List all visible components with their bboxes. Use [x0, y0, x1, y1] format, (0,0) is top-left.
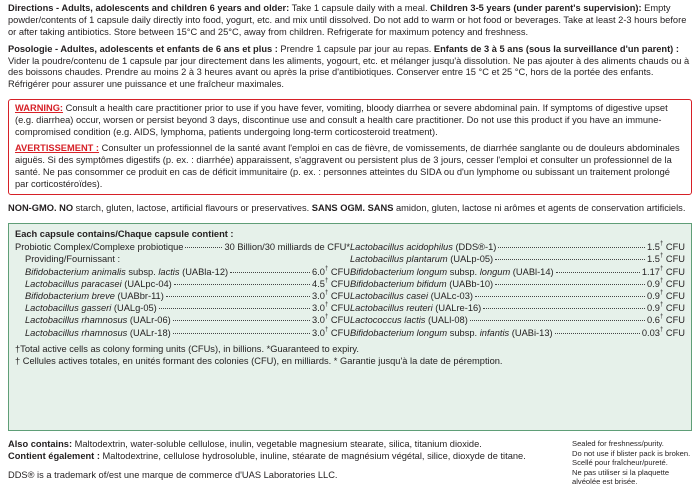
ingredients-left-column	[15, 242, 350, 340]
warning-fr	[15, 143, 685, 191]
amount-unit: CFU	[328, 278, 350, 289]
ingredient-row	[15, 328, 350, 340]
directions-fr	[8, 44, 692, 92]
providing-label: Providing/Fournissant :	[25, 254, 121, 265]
warning-en	[15, 103, 685, 139]
posologie-text: Prendre 1 capsule par jour au repas.	[277, 43, 434, 54]
directions-section	[8, 3, 692, 91]
amount-value: 6.0	[312, 266, 325, 277]
ingredient-row	[350, 267, 685, 279]
leader-dots	[174, 284, 310, 285]
leader-dots	[470, 320, 645, 321]
ingredient-row	[350, 303, 685, 315]
ingredient-name	[25, 328, 171, 340]
ingredient-name	[350, 315, 468, 327]
ingredient-name	[350, 303, 481, 315]
amount-unit: CFU	[328, 315, 350, 326]
ingredient-row	[15, 303, 350, 315]
leader-dots	[495, 259, 645, 260]
ingredient-strain: (UABb-10)	[446, 278, 494, 289]
dagger-mark: †	[659, 326, 664, 333]
amount-value: 3.0	[312, 291, 325, 301]
also-contains-label: Also contains:	[8, 439, 73, 450]
amount-value: 3.0	[312, 315, 325, 326]
leader-dots	[230, 272, 310, 273]
ingredient-sp: Bifidobacterium longum	[350, 266, 448, 277]
ingredient-rest: subsp.	[447, 266, 480, 277]
ingredient-name	[25, 315, 171, 327]
ingredient-strain: (DDS®-1)	[452, 242, 497, 253]
amount-unit: CFU	[328, 266, 350, 277]
ingredient-name	[350, 267, 554, 279]
amount-value: 3.0	[312, 303, 325, 314]
ingredient-name	[350, 279, 493, 291]
amount-unit: CFU	[663, 254, 685, 265]
seal-line-2: Do not use if blister pack is broken.	[572, 448, 691, 458]
ingredient-name	[350, 242, 496, 254]
ingredient-name	[25, 267, 228, 279]
dagger-mark: †	[324, 290, 329, 296]
dagger-mark: †	[659, 265, 664, 272]
ingredient-sp: Lactobacillus plantarum	[350, 254, 448, 265]
ingredient-amount	[642, 267, 685, 279]
posologie-label: Posologie - Adultes, adolescents et enfants de 6 ans et plus :	[8, 43, 278, 54]
dagger-mark: †	[659, 241, 664, 248]
ingredient-amount	[647, 254, 685, 266]
dagger-mark: †	[659, 277, 664, 284]
seal-note	[572, 439, 692, 486]
dagger-mark: †	[324, 277, 329, 284]
ingredient-strain: (UALp-05)	[447, 254, 494, 265]
leader-dots	[159, 308, 310, 309]
non-gmo-statement	[8, 203, 692, 215]
contient-text: Maltodextrine, cellulose hydrosoluble, inuline, stéarate de magnésium végétal, silice, dioxyde de titane.	[99, 451, 526, 462]
directions-children-label: Children 3-5 years (under parent's supervision):	[430, 3, 642, 13]
posologie-enfants-label: Enfants de 3 à 5 ans (sous la surveillance d'un parent) :	[433, 43, 679, 54]
amount-unit: CFU	[328, 303, 350, 314]
amount-unit: CFU	[663, 315, 685, 326]
ingredient-row	[350, 242, 685, 254]
ingredient-name	[25, 291, 164, 303]
amount-value: 3.0	[312, 327, 325, 338]
ingredient-sp: Lactobacillus acidophilus	[350, 242, 453, 253]
ingredient-name	[350, 328, 553, 340]
directions-en-label: Directions - Adults, adolescents and children 6 years and older:	[8, 3, 290, 13]
leader-dots	[166, 296, 310, 297]
dagger-mark: †	[659, 253, 664, 260]
amount-unit: CFU	[663, 291, 685, 301]
ingredient-row	[15, 267, 350, 279]
ingredient-strain: (UALpc-04)	[121, 278, 172, 289]
supplement-header: Each capsule contains/Chaque capsule contient :	[15, 229, 234, 240]
ingredient-amount	[647, 291, 685, 303]
leader-dots	[173, 320, 310, 321]
warning-label: WARNING:	[15, 103, 64, 114]
ingredient-amount	[647, 303, 685, 315]
avertissement-label: AVERTISSEMENT :	[15, 142, 100, 153]
non-gmo-label: NON-GMO. NO	[8, 203, 74, 214]
complex-label: Probiotic Complex/Complexe probiotique	[15, 242, 184, 253]
ingredient-sp2: lactis	[158, 266, 180, 277]
sans-ogm-text: amidon, gluten, lactose ni arômes et agents de conservation artificiels.	[393, 203, 686, 214]
complex-value: 30 Billion/30 milliards de CFU*	[224, 242, 350, 253]
directions-children-text: Empty powder/contents of 1 capsule daily directly into food, yogurt, etc. and mix until dissolved. Do not add to warm or hot food or beverages. Take at least 2-3 hours before or after taking antibiotics. Store between 15°C and 25°C, away from children. Refrigerate for maximum potency and freshness.	[8, 3, 687, 37]
dagger-mark: †	[324, 302, 329, 309]
amount-value: 4.5	[312, 278, 325, 289]
ingredient-strain: (UALl-08)	[425, 315, 468, 326]
complex-row	[15, 242, 350, 254]
leader-dots	[483, 308, 645, 309]
ingredient-amount	[312, 291, 350, 303]
directions-en-text: Take 1 capsule daily with a meal.	[289, 3, 431, 13]
dagger-mark: †	[324, 265, 329, 272]
ingredient-sp: Lactobacillus reuteri	[350, 303, 433, 314]
ingredient-strain: (UALr-06)	[127, 315, 171, 326]
dagger-mark: †	[659, 302, 664, 309]
also-contains-text: Maltodextrin, water-soluble cellulose, inulin, vegetable magnesium stearate, silica, titanium dioxide.	[72, 439, 482, 450]
footnotes	[15, 344, 685, 368]
seal-line-1: Sealed for freshness/purity.	[572, 439, 664, 449]
amount-value: 1.17	[641, 266, 660, 277]
sans-ogm-label: SANS OGM. SANS	[311, 203, 394, 214]
ingredient-sp: Lactobacillus gasseri	[25, 303, 112, 314]
ingredient-row	[15, 291, 350, 303]
directions-en	[8, 3, 692, 39]
ingredient-amount	[312, 267, 350, 279]
leader-dots	[185, 247, 222, 248]
ingredient-name	[25, 303, 157, 315]
amount-unit: CFU	[328, 291, 350, 301]
supplement-facts-panel	[8, 223, 692, 431]
leader-dots	[495, 284, 645, 285]
ingredient-amount	[647, 279, 685, 291]
ingredient-amount	[642, 328, 685, 340]
ingredient-row	[350, 328, 685, 340]
ingredient-strain: (UABi-13)	[509, 327, 553, 338]
leader-dots	[498, 247, 645, 248]
leader-dots	[555, 333, 640, 334]
ingredients-right-column	[350, 242, 685, 340]
ingredient-rest: subsp.	[447, 327, 480, 338]
seal-line-4: Ne pas utiliser si la plaquette alvéolée est brisée.	[572, 467, 670, 487]
dagger-mark: †	[659, 314, 664, 321]
ingredient-sp: Lactobacillus casei	[350, 291, 429, 301]
posologie-enfants-text: Vider la poudre/contenu de 1 capsule par jour directement dans les aliments, yogourt, etc. et mélanger jusqu'à dissolution. Ne pas ajouter à des aliments chauds ou à des boissons chaudes. Prendre au moins 2 à 3 heures avant ou après la prise d'antibiotiques. Conserver entre 15 °C et 25 °C, hors de la portée des enfants. Réfrigérer pour assurer une puissance et une fraîcheur maximales.	[8, 55, 690, 90]
ingredient-amount	[647, 242, 685, 254]
ingredient-strain: (UALre-16)	[432, 303, 482, 314]
contient-label: Contient également :	[8, 451, 100, 462]
amount-unit: CFU	[328, 327, 350, 338]
leader-dots	[475, 296, 645, 297]
ingredient-strain: (UALc-03)	[428, 291, 473, 301]
ingredient-rest: subsp.	[125, 266, 159, 277]
ingredient-sp2: infantis	[479, 327, 510, 338]
ingredient-sp2: longum	[479, 266, 511, 277]
amount-unit: CFU	[663, 303, 685, 314]
amount-value: 0.03	[641, 327, 660, 338]
avertissement-text: Consulter un professionnel de la santé avant l'emploi en cas de fièvre, de vomissements, de diarrhée sanglante ou de douleurs abdominales aiguës. Si des symptômes digestifs (p. ex. : diarrhée) apparaissent, s'aggravent ou persistent plus de 3 jours, cesser l'emploi et consulter un professionnel de la santé. Ne pas consommer ce produit en cas de déficit immunitaire (p. ex. : personnes atteintes du SIDA ou d'un lymphome ou subissant un traitement prolongé par corticostéroïdes).	[15, 142, 680, 189]
ingredient-row	[350, 279, 685, 291]
leader-dots	[556, 272, 640, 273]
ingredient-row	[350, 291, 685, 303]
footnote-en: †Total active cells as colony forming units (CFUs), in billions. *Guaranteed to expiry.	[15, 343, 359, 354]
warning-box	[8, 99, 692, 195]
warning-text: Consult a health care practitioner prior to use if you have fever, vomiting, bloody diarrhea or severe abdominal pain. If symptoms of digestive upset (e.g. diarrhea) occur, worsen or persist beyond 3 days, discontinue use and consult a health care practitioner. Do not use this product if you have an immune-compromised condition (e.g. AIDS, lymphoma, patients undergoing long-term corticosteroid treatment).	[15, 103, 668, 138]
ingredient-amount	[312, 328, 350, 340]
dagger-mark: †	[324, 326, 329, 333]
leader-dots	[173, 333, 310, 334]
amount-value: 0.9	[647, 291, 660, 301]
ingredient-sp: Bifidobacterium breve	[25, 291, 115, 301]
ingredient-sp: Lactobacillus rhamnosus	[25, 315, 128, 326]
amount-value: 0.9	[647, 303, 660, 314]
ingredient-strain: (UALr-18)	[127, 327, 171, 338]
ingredient-row	[15, 315, 350, 327]
ingredient-sp: Bifidobacterium animalis	[25, 266, 126, 277]
dagger-mark: †	[324, 314, 329, 321]
ingredient-name	[25, 279, 172, 291]
amount-unit: CFU	[663, 266, 685, 277]
ingredient-strain: (UABbr-11)	[114, 291, 164, 301]
amount-value: 1.5	[647, 242, 660, 253]
trademark-note: DDS® is a trademark of/est une marque de commerce d'UAS Laboratories LLC.	[8, 470, 338, 481]
ingredient-row	[350, 315, 685, 327]
ingredient-sp: Lactobacillus paracasei	[25, 278, 122, 289]
ingredient-sp: Lactobacillus rhamnosus	[25, 327, 128, 338]
amount-unit: CFU	[663, 278, 685, 289]
ingredient-strain: (UALg-05)	[111, 303, 157, 314]
ingredient-amount	[312, 315, 350, 327]
also-contains-fr	[8, 451, 538, 463]
amount-value: 1.5	[647, 254, 660, 265]
ingredient-sp: Lactococcus lactis	[350, 315, 426, 326]
footnote-fr: † Cellules actives totales, en unités formant des colonies (CFU), en milliards. * Garantie jusqu'à la date de péremption.	[15, 355, 503, 366]
ingredient-name	[350, 291, 473, 303]
ingredient-sp: Bifidobacterium bifidum	[350, 278, 447, 289]
ingredient-row	[350, 254, 685, 266]
ingredient-name	[350, 254, 493, 266]
providing-row	[15, 254, 350, 266]
ingredient-sp: Bifidobacterium longum	[350, 327, 448, 338]
also-contains-en	[8, 439, 538, 451]
amount-unit: CFU	[663, 327, 685, 338]
amount-unit: CFU	[663, 242, 685, 253]
bottom-section	[8, 439, 692, 486]
amount-value: 0.9	[647, 278, 660, 289]
ingredient-strain: (UABla-12)	[179, 266, 229, 277]
other-ingredients	[8, 439, 538, 486]
ingredient-amount	[647, 315, 685, 327]
ingredient-strain: (UABl-14)	[510, 266, 554, 277]
ingredient-row	[15, 279, 350, 291]
dagger-mark: †	[659, 290, 664, 296]
amount-value: 0.6	[647, 315, 660, 326]
ingredient-amount	[312, 279, 350, 291]
ingredient-amount	[312, 303, 350, 315]
seal-line-3: Scellé pour fraîcheur/pureté.	[572, 458, 668, 468]
non-gmo-text: starch, gluten, lactose, artificial flavours or preservatives.	[73, 203, 312, 214]
